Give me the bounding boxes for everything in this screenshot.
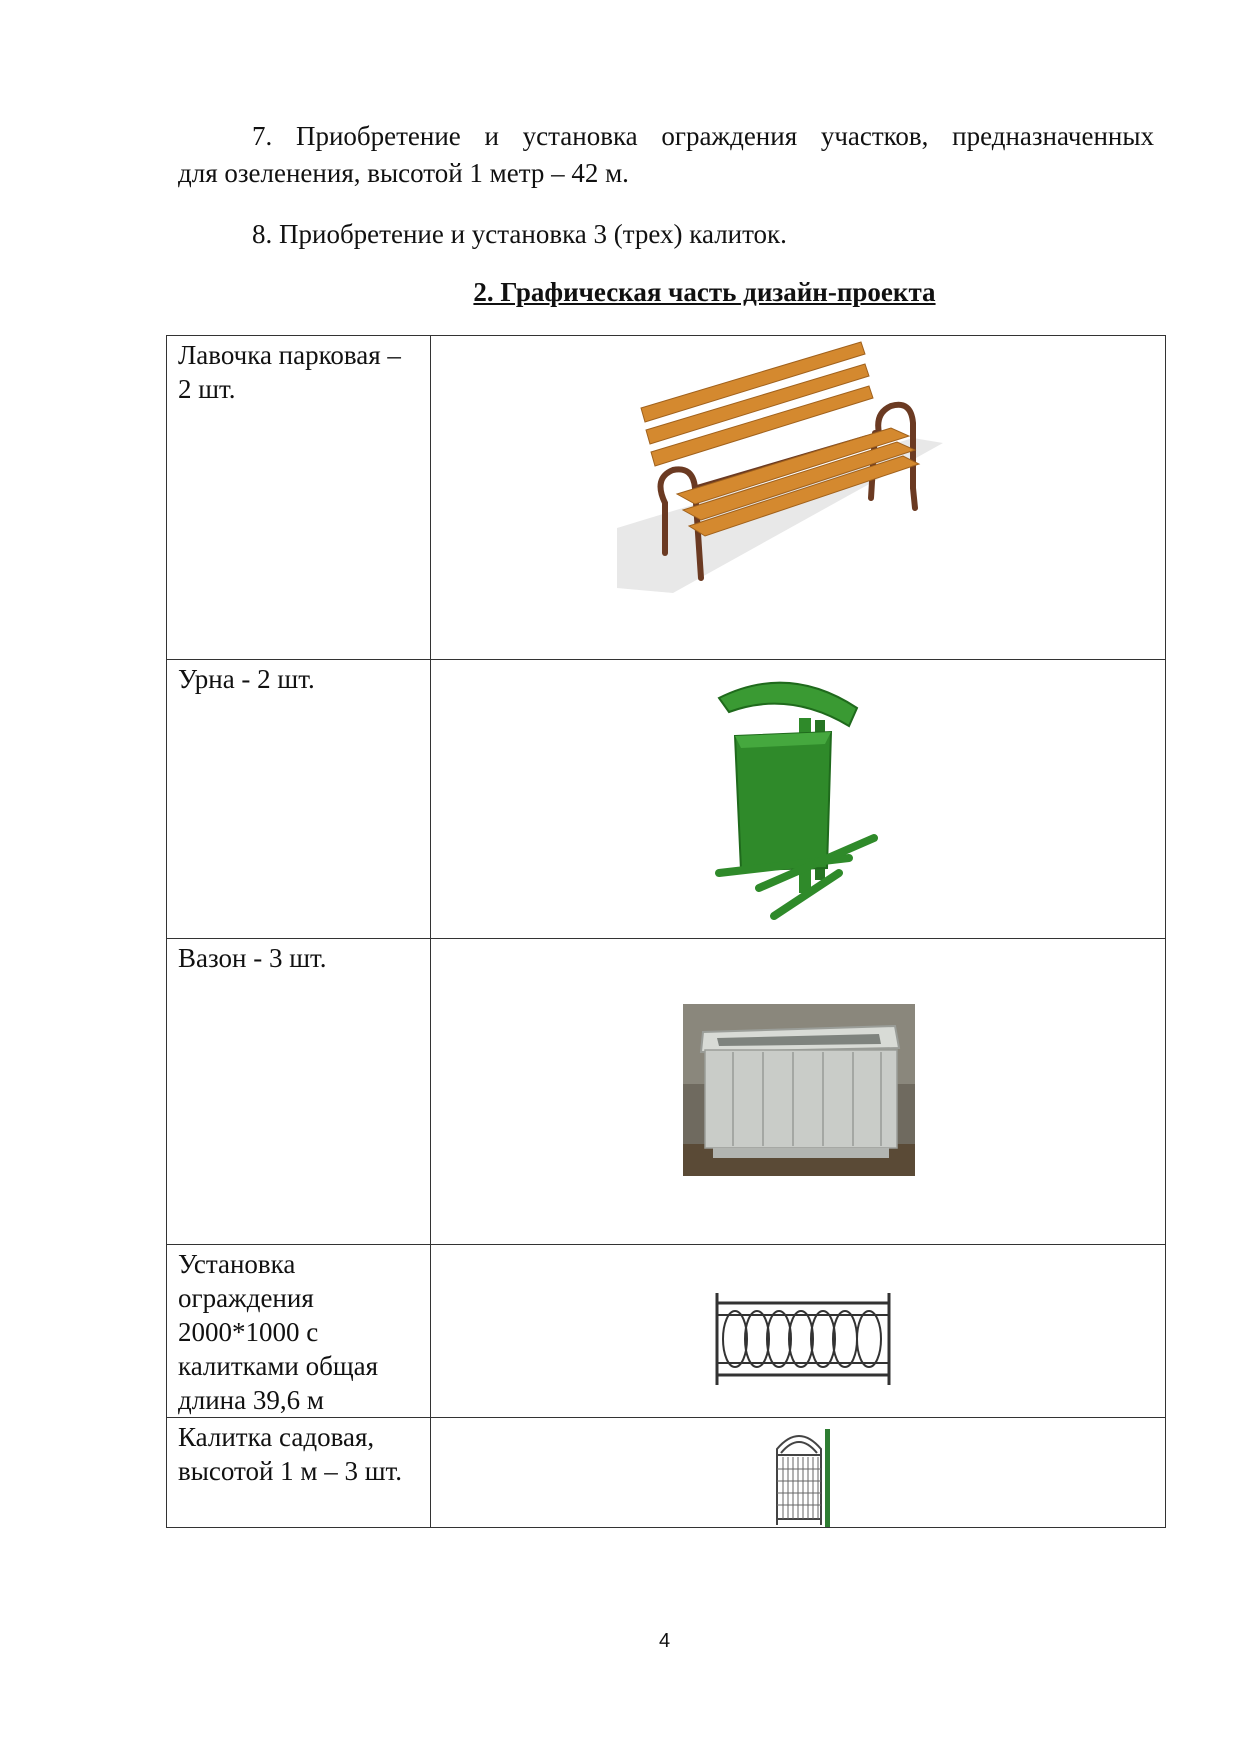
paragraph-8: 8. Приобретение и установка 3 (трех) калиток.	[252, 219, 787, 249]
item-label: Установка ограждения 2000*1000 с калитками общая длина 39,6 м	[167, 1245, 431, 1418]
fence-section-image	[713, 1289, 893, 1389]
items-table	[166, 335, 1166, 1528]
item-image-cell	[431, 939, 1166, 1245]
table-row	[167, 336, 1166, 660]
paragraph-7	[178, 118, 1154, 192]
table-row	[167, 939, 1166, 1245]
paragraph-7-line-2: для озеленения, высотой 1 метр – 42 м.	[178, 158, 629, 188]
table-row	[167, 1245, 1166, 1418]
item-label: Лавочка парковая – 2 шт.	[167, 336, 431, 660]
trash-bin-image	[699, 668, 879, 928]
page-number: 4	[658, 1630, 671, 1652]
park-bench-image	[613, 338, 953, 608]
item-image-cell	[431, 1418, 1166, 1528]
concrete-planter-image	[683, 1004, 915, 1176]
table-row	[167, 660, 1166, 939]
item-label: Урна - 2 шт.	[167, 660, 431, 939]
item-image-cell	[431, 336, 1166, 660]
garden-gate-image	[769, 1419, 839, 1527]
item-label: Калитка садовая, высотой 1 м – 3 шт.	[167, 1418, 431, 1528]
table-row	[167, 1418, 1166, 1528]
section-heading: 2. Графическая часть дизайн-проекта	[473, 277, 936, 307]
item-label: Вазон - 3 шт.	[167, 939, 431, 1245]
paragraph-7-line-1: 7. Приобретение и установка ограждения участков, предназначенных	[252, 121, 1154, 151]
item-image-cell	[431, 660, 1166, 939]
item-image-cell	[431, 1245, 1166, 1418]
